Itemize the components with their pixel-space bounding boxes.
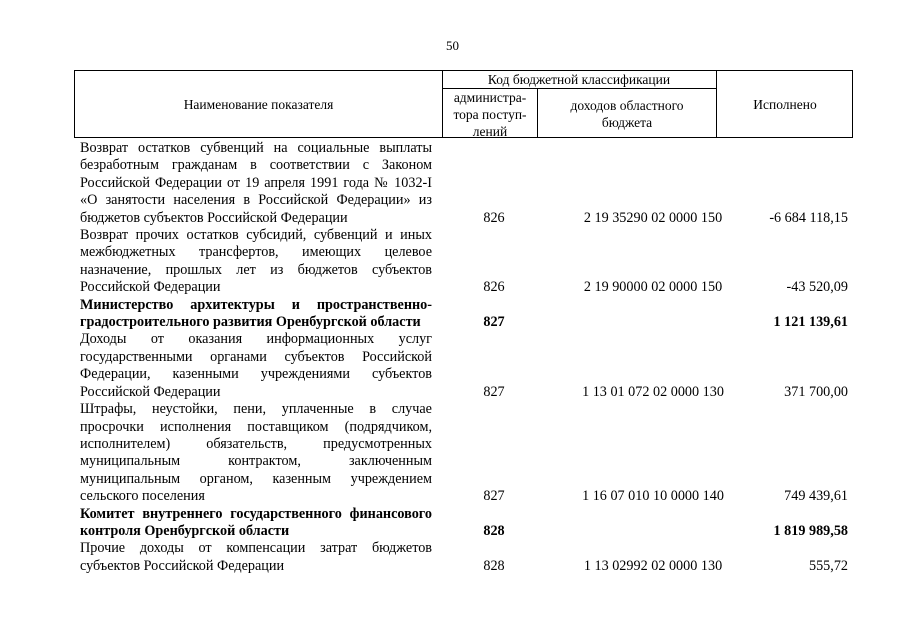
header-income-col: доходов областного бюджета xyxy=(570,98,684,130)
table-row xyxy=(80,227,850,297)
row-name: Доходы от оказания информационных услуг государственными органами субъектов Российской Федерации, казенными учреждениями субъектов Российской Федерации xyxy=(80,331,432,400)
row-amount: 555,72 xyxy=(808,557,848,574)
table-header xyxy=(74,70,853,138)
table-body xyxy=(80,140,850,575)
header-divider xyxy=(537,88,538,137)
table-row xyxy=(80,401,850,505)
row-name: Возврат остатков субвенций на социальные выплаты безработным гражданам в соответствии с Законом Российской Федерации от 19 апреля 1991 года № 1032-I «О занятости населения в Российской Федерации» из бюджетов субъектов Российской Федерации xyxy=(80,140,432,226)
table-row xyxy=(80,331,850,401)
row-name: Штрафы, неустойки, пени, уплаченные в случае просрочки исполнения поставщиком (подрядчиком, исполнителем) обязательств, предусмотренных муниципальным контрактом, заключенным муниципальным органом, казенным учреждением сельского поселения xyxy=(80,401,432,505)
row-amount: 371 700,00 xyxy=(784,383,848,400)
row-amount: 1 819 989,58 xyxy=(773,522,848,539)
header-executed-col: Исполнено xyxy=(753,97,817,112)
row-code: 2 19 90000 02 0000 150 xyxy=(583,279,723,296)
row-admin: 827 xyxy=(483,314,505,331)
row-admin: 826 xyxy=(483,279,505,296)
header-classification: Код бюджетной классификации xyxy=(487,72,671,87)
row-admin: 828 xyxy=(483,557,505,574)
row-code: 1 16 07 010 10 0000 140 xyxy=(582,488,724,505)
row-amount: 749 439,61 xyxy=(784,488,848,505)
table-row xyxy=(80,540,850,575)
header-admin-col: администра- тора поступ- лений xyxy=(453,90,527,139)
row-admin: 827 xyxy=(483,488,505,505)
row-name: Министерство архитектуры и пространственно-градостроительного развития Оренбургской области xyxy=(80,296,432,331)
row-code: 1 13 02992 02 0000 130 xyxy=(583,557,723,574)
header-name-col: Наименование показателя xyxy=(183,97,334,112)
row-name: Прочие доходы от компенсации затрат бюджетов субъектов Российской Федерации xyxy=(80,540,432,574)
row-name: Возврат прочих остатков субсидий, субвенций и иных межбюджетных трансфертов, имеющих целевое назначение, прошлых лет из бюджетов субъектов Российской Федерации xyxy=(80,227,432,296)
row-code: 1 13 01 072 02 0000 130 xyxy=(582,383,724,400)
table-row xyxy=(80,140,850,227)
row-admin: 827 xyxy=(483,383,505,400)
table-row-ministry xyxy=(80,297,850,332)
row-amount: -43 520,09 xyxy=(786,279,848,296)
row-admin: 826 xyxy=(483,209,505,226)
page-number: 50 xyxy=(446,38,459,53)
row-amount: 1 121 139,61 xyxy=(773,314,848,331)
row-admin: 828 xyxy=(483,522,505,539)
table-row-committee xyxy=(80,506,850,541)
row-amount: -6 684 118,15 xyxy=(769,209,848,226)
row-name: Комитет внутреннего государственного финансового контроля Оренбургской области xyxy=(80,505,432,539)
row-code: 2 19 35290 02 0000 150 xyxy=(583,209,723,226)
